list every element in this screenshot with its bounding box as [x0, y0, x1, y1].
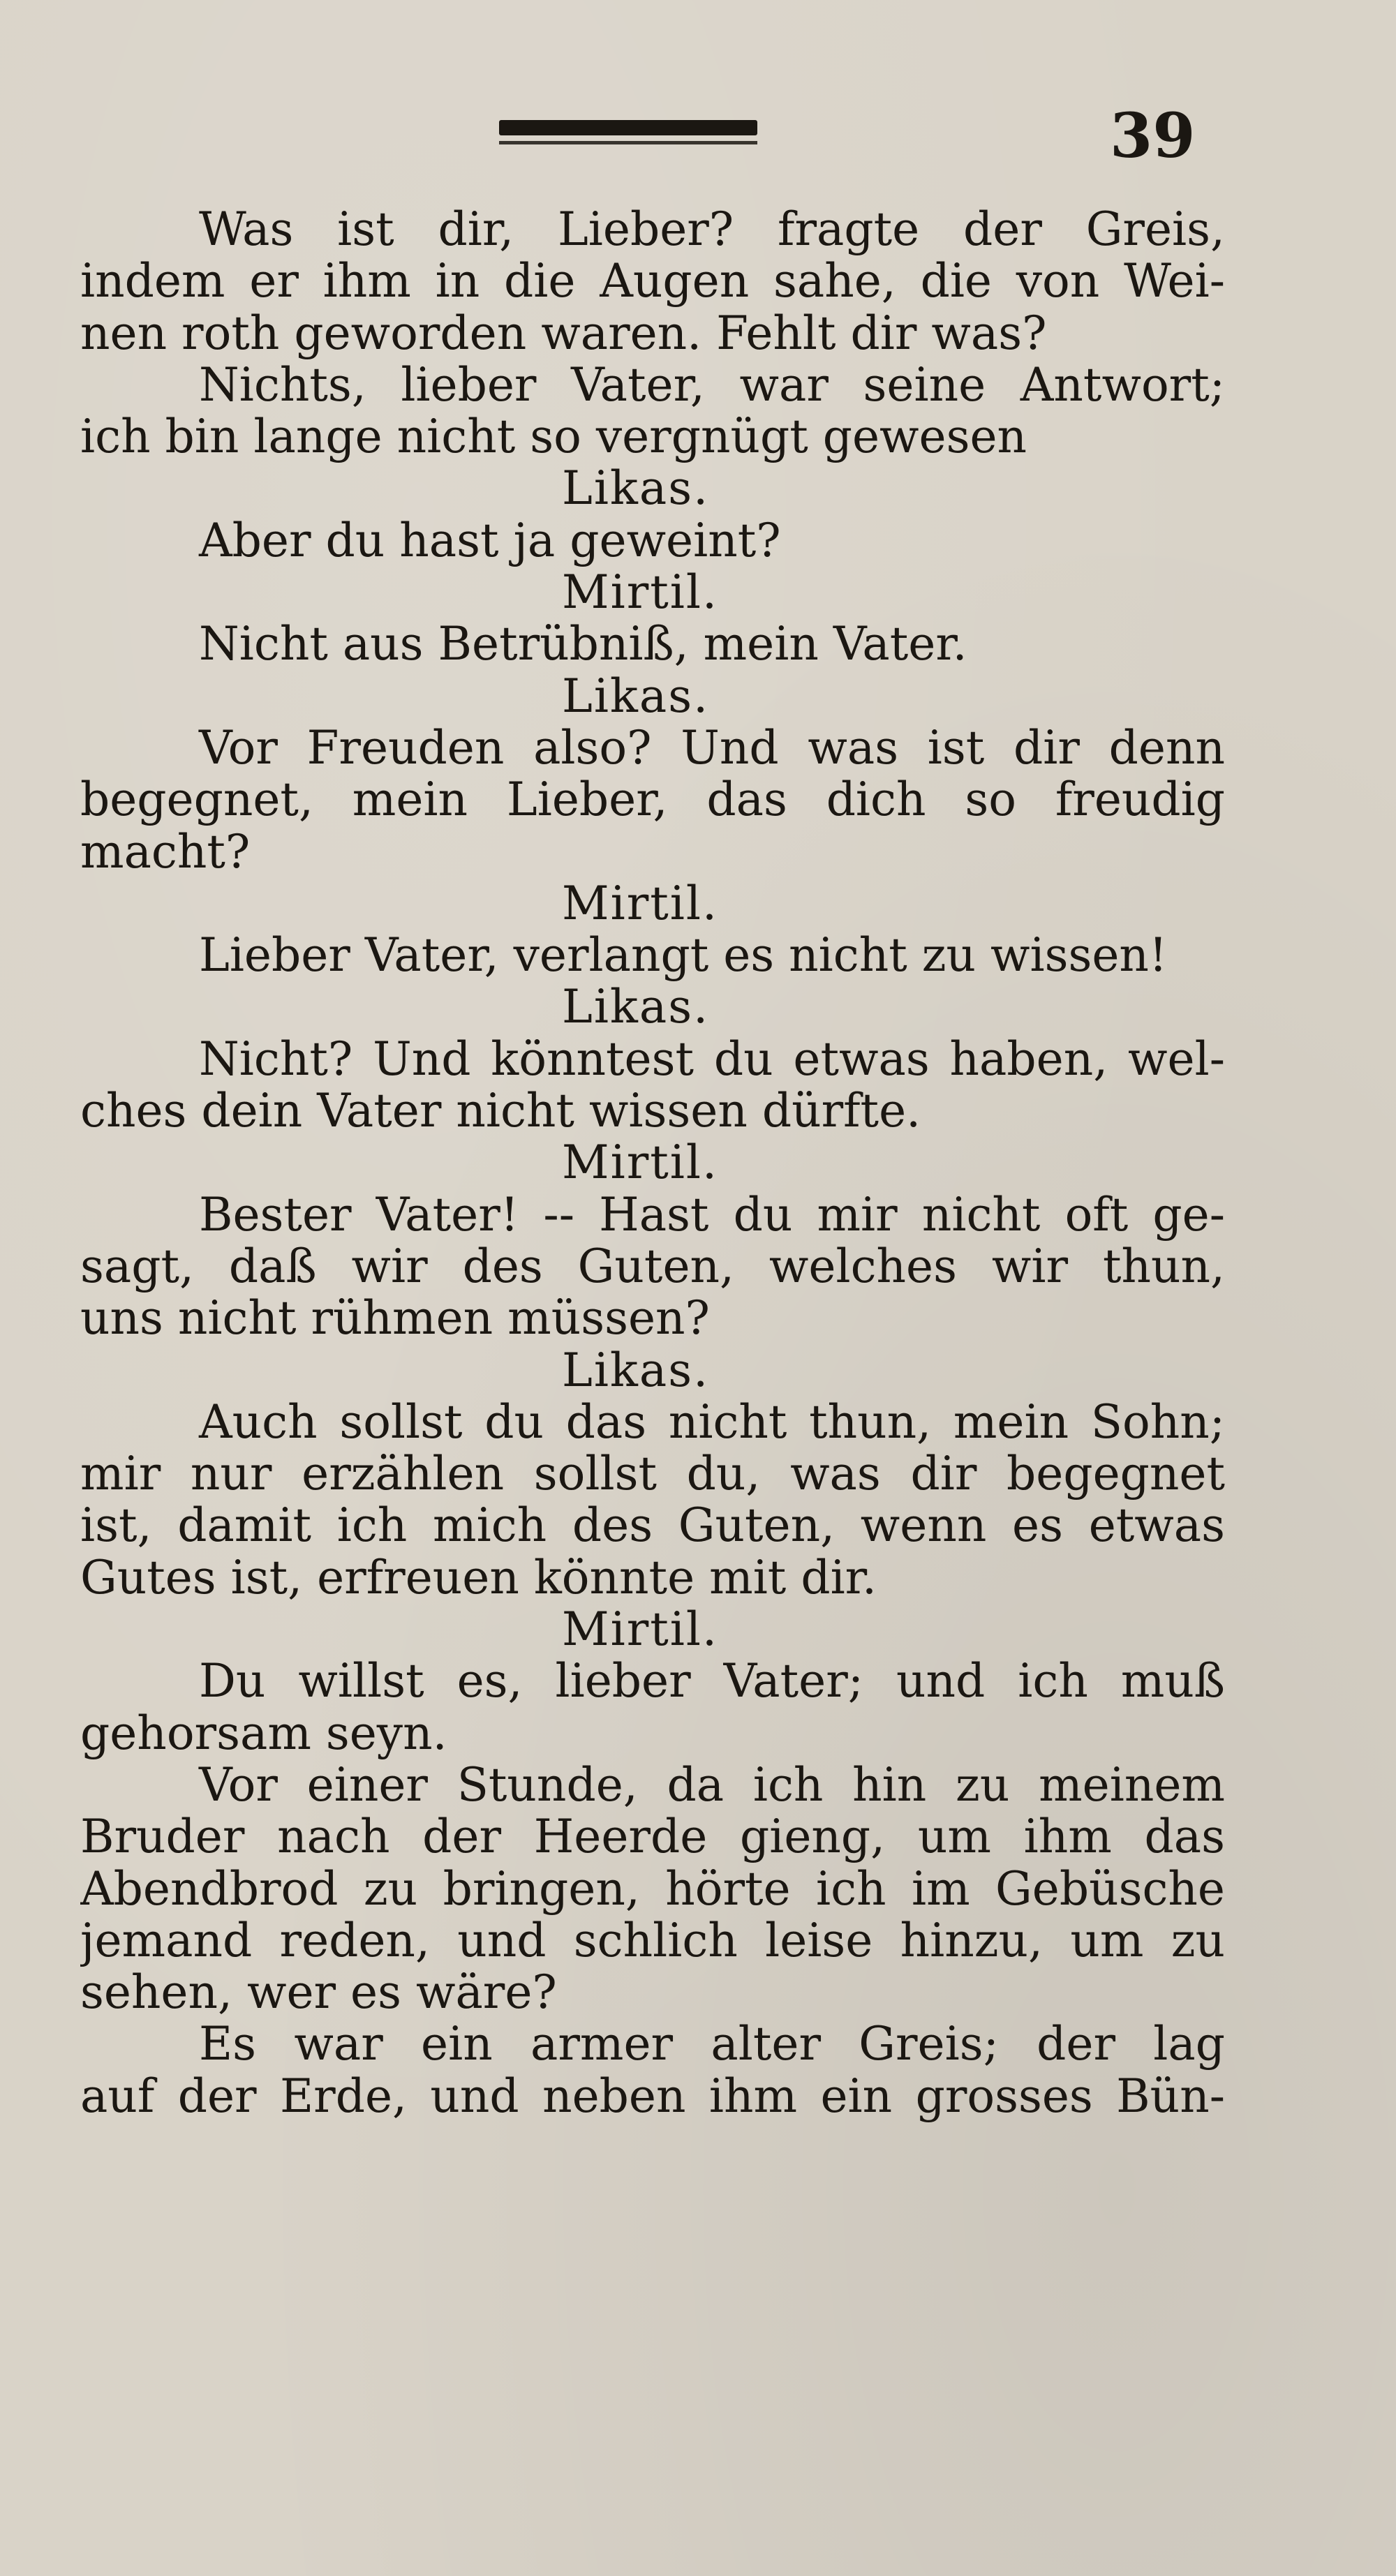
speaker-name: Mirtil. — [562, 567, 718, 619]
text-line: Was ist dir, Lieber? fragte der Greis, — [199, 204, 1225, 256]
text-line: Nicht? Und könntest du etwas haben, wel- — [199, 1033, 1225, 1086]
text-line: Auch sollst du das nicht thun, mein Sohn; — [199, 1396, 1225, 1449]
text-line: ches dein Vater nicht wissen dürfte. — [80, 1085, 921, 1138]
text-line: Bruder nach der Heerde gieng, um ihm das — [80, 1811, 1225, 1863]
text-line: Nicht aus Betrübniß, mein Vater. — [199, 618, 967, 671]
text-line: Nichts, lieber Vater, war seine Antwort; — [199, 359, 1225, 412]
text-line: Gutes ist, erfreuen könnte mit dir. — [80, 1551, 877, 1605]
text-line: Aber du hast ja geweint? — [199, 514, 781, 567]
text-line: auf der Erde, und neben ihm ein grosses Bün- — [80, 2070, 1225, 2122]
text-line: sagt, daß wir des Guten, welches wir thun, — [80, 1240, 1225, 1293]
text-line: nen roth geworden waren. Fehlt dir was? — [80, 307, 1047, 359]
text-line: sehen, wer es wäre? — [80, 1967, 557, 2019]
speaker-name: Likas. — [562, 981, 710, 1034]
speaker-name: Likas. — [562, 1344, 710, 1397]
speaker-name: Mirtil. — [562, 1137, 718, 1189]
text-line: begegnet, mein Lieber, das dich so freudig — [80, 774, 1225, 826]
speaker-name: Mirtil. — [562, 1604, 718, 1656]
text-line: Lieber Vater, verlangt es nicht zu wissen! — [199, 930, 1168, 982]
body-text — [80, 204, 1225, 2122]
speaker-name: Mirtil. — [562, 877, 718, 930]
speaker-name: Likas. — [562, 670, 710, 722]
header-rule — [499, 120, 757, 135]
text-line: Bester Vater! -- Hast du mir nicht oft ge- — [199, 1189, 1225, 1241]
text-line: indem er ihm in die Augen sahe, die von Wei- — [80, 255, 1225, 308]
text-line: jemand reden, und schlich leise hinzu, um zu — [80, 1914, 1225, 1967]
text-line: ich bin lange nicht so vergnügt gewesen — [80, 411, 1027, 463]
text-line: Du willst es, lieber Vater; und ich muß — [199, 1655, 1225, 1708]
text-line: Abendbrod zu bringen, hörte ich im Gebüsche — [80, 1863, 1225, 1915]
text-line: Vor Freuden also? Und was ist dir denn — [199, 722, 1225, 775]
speaker-name: Likas. — [562, 463, 710, 515]
text-line: ist, damit ich mich des Guten, wenn es etwas — [80, 1500, 1225, 1552]
text-line: Es war ein armer alter Greis; der lag — [199, 2018, 1225, 2071]
text-line: mir nur erzählen sollst du, was dir begegnet — [80, 1448, 1225, 1501]
text-line: uns nicht rühmen müssen? — [80, 1293, 710, 1345]
page-number: 39 — [1110, 99, 1196, 172]
text-line: gehorsam seyn. — [80, 1707, 447, 1759]
text-line: Vor einer Stunde, da ich hin zu meinem — [199, 1759, 1225, 1812]
text-line: macht? — [80, 826, 251, 878]
